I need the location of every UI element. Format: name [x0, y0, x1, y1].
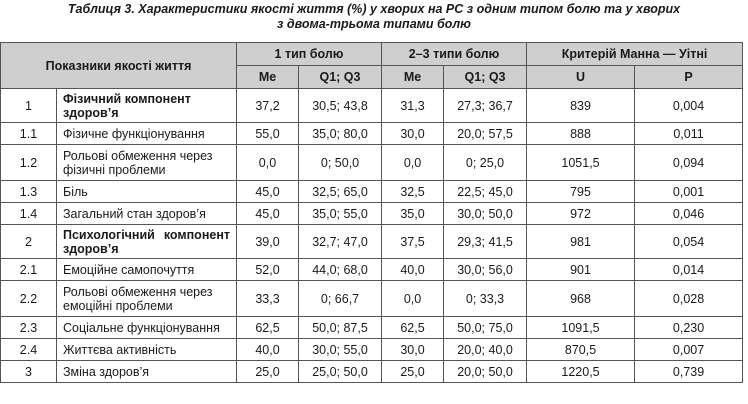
cell-q-1: 50,0; 87,5 [299, 317, 382, 339]
cell-p: 0,014 [635, 259, 743, 281]
cell-u: 968 [527, 281, 635, 317]
table-row [1, 281, 743, 317]
table-row [1, 89, 743, 123]
cell-p: 0,054 [635, 225, 743, 259]
cell-q-1: 35,0; 55,0 [299, 203, 382, 225]
row-number: 1.1 [1, 123, 57, 145]
cell-u: 888 [527, 123, 635, 145]
row-label: Рольові обмеження через фізичні проблеми [57, 145, 237, 181]
cell-q-2: 29,3; 41,5 [444, 225, 527, 259]
cell-q-2: 30,0; 56,0 [444, 259, 527, 281]
table-row [1, 259, 743, 281]
cell-me-1: 45,0 [237, 181, 299, 203]
table-row [1, 181, 743, 203]
cell-me-1: 39,0 [237, 225, 299, 259]
cell-p: 0,011 [635, 123, 743, 145]
cell-q-1: 0; 66,7 [299, 281, 382, 317]
table-row [1, 145, 743, 181]
table-row [1, 203, 743, 225]
cell-q-2: 20,0; 40,0 [444, 339, 527, 361]
cell-q-1: 32,5; 65,0 [299, 181, 382, 203]
cell-me-2: 37,5 [382, 225, 444, 259]
header-u: U [527, 66, 635, 89]
cell-q-2: 27,3; 36,7 [444, 89, 527, 123]
cell-q-1: 0; 50,0 [299, 145, 382, 181]
cell-u: 1051,5 [527, 145, 635, 181]
header-p: P [635, 66, 743, 89]
row-number: 2.3 [1, 317, 57, 339]
row-number: 1.2 [1, 145, 57, 181]
cell-q-2: 50,0; 75,0 [444, 317, 527, 339]
cell-p: 0,094 [635, 145, 743, 181]
cell-p: 0,028 [635, 281, 743, 317]
table-row [1, 339, 743, 361]
cell-u: 901 [527, 259, 635, 281]
cell-q-2: 22,5; 45,0 [444, 181, 527, 203]
header-me-1: Ме [237, 66, 299, 89]
cell-me-1: 0,0 [237, 145, 299, 181]
header-me-2: Ме [382, 66, 444, 89]
cell-q-2: 0; 25,0 [444, 145, 527, 181]
cell-q-1: 30,5; 43,8 [299, 89, 382, 123]
row-number: 2 [1, 225, 57, 259]
header-q-1: Q1; Q3 [299, 66, 382, 89]
cell-p: 0,004 [635, 89, 743, 123]
row-label: Емоційне самопочуття [57, 259, 237, 281]
cell-me-2: 30,0 [382, 123, 444, 145]
row-label: Загальний стан здоров’я [57, 203, 237, 225]
cell-me-2: 40,0 [382, 259, 444, 281]
caption-line-2: з двома-трьома типами болю [277, 17, 471, 31]
row-number: 2.4 [1, 339, 57, 361]
row-number: 1.4 [1, 203, 57, 225]
header-q-2: Q1; Q3 [444, 66, 527, 89]
row-number: 3 [1, 361, 57, 383]
table-row [1, 225, 743, 259]
cell-u: 1091,5 [527, 317, 635, 339]
table-row [1, 123, 743, 145]
cell-q-2: 30,0; 50,0 [444, 203, 527, 225]
cell-u: 795 [527, 181, 635, 203]
cell-u: 839 [527, 89, 635, 123]
cell-me-1: 62,5 [237, 317, 299, 339]
cell-q-2: 0; 33,3 [444, 281, 527, 317]
header-group-1: 1 тип болю [237, 43, 382, 66]
cell-me-1: 45,0 [237, 203, 299, 225]
cell-q-2: 20,0; 50,0 [444, 361, 527, 383]
table-row [1, 317, 743, 339]
cell-me-2: 31,3 [382, 89, 444, 123]
cell-p: 0,230 [635, 317, 743, 339]
cell-p: 0,007 [635, 339, 743, 361]
cell-me-1: 37,2 [237, 89, 299, 123]
header-group-2: 2–3 типи болю [382, 43, 527, 66]
row-number: 2.2 [1, 281, 57, 317]
cell-me-1: 33,3 [237, 281, 299, 317]
cell-p: 0,001 [635, 181, 743, 203]
quality-of-life-table [0, 42, 743, 383]
cell-me-1: 52,0 [237, 259, 299, 281]
row-number: 1 [1, 89, 57, 123]
cell-q-1: 44,0; 68,0 [299, 259, 382, 281]
cell-u: 1220,5 [527, 361, 635, 383]
cell-me-2: 0,0 [382, 281, 444, 317]
cell-me-2: 35,0 [382, 203, 444, 225]
cell-q-2: 20,0; 57,5 [444, 123, 527, 145]
row-label: Соціальне функціонування [57, 317, 237, 339]
cell-q-1: 30,0; 55,0 [299, 339, 382, 361]
cell-u: 981 [527, 225, 635, 259]
row-number: 1.3 [1, 181, 57, 203]
cell-p: 0,739 [635, 361, 743, 383]
caption-line-1: Таблиця 3. Характеристики якості життя (%) у хворих на РС з одним типом болю та у хворих [67, 2, 681, 16]
cell-me-2: 32,5 [382, 181, 444, 203]
cell-me-2: 0,0 [382, 145, 444, 181]
cell-q-1: 35,0; 80,0 [299, 123, 382, 145]
cell-me-1: 40,0 [237, 339, 299, 361]
cell-u: 972 [527, 203, 635, 225]
cell-me-2: 30,0 [382, 339, 444, 361]
row-label: Життєва активність [57, 339, 237, 361]
header-mann-whitney: Критерій Манна — Уітні [527, 43, 743, 66]
cell-q-1: 25,0; 50,0 [299, 361, 382, 383]
cell-q-1: 32,7; 47,0 [299, 225, 382, 259]
row-label: Фізичний компонент здоров’я [57, 89, 237, 123]
row-label: Рольові обмеження через емоційні проблеми [57, 281, 237, 317]
header-indicators: Показники якості життя [1, 43, 237, 89]
row-label: Зміна здоров’я [57, 361, 237, 383]
row-number: 2.1 [1, 259, 57, 281]
cell-p: 0,046 [635, 203, 743, 225]
cell-me-1: 55,0 [237, 123, 299, 145]
cell-me-2: 25,0 [382, 361, 444, 383]
row-label: Психологічний компонент здоров’я [57, 225, 237, 259]
cell-me-2: 62,5 [382, 317, 444, 339]
row-label: Біль [57, 181, 237, 203]
cell-u: 870,5 [527, 339, 635, 361]
table-caption [0, 2, 748, 32]
table-row [1, 361, 743, 383]
row-label: Фізичне функціонування [57, 123, 237, 145]
cell-me-1: 25,0 [237, 361, 299, 383]
